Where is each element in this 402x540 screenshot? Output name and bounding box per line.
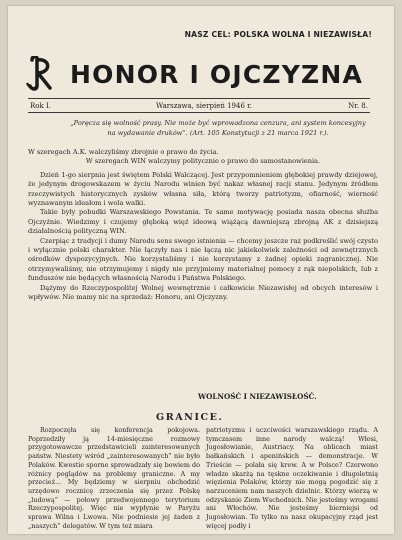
newspaper-page xyxy=(8,6,394,534)
year-label: Rok I. xyxy=(30,102,51,110)
intro-paragraph-6: Dążymy do Rzeczypospolitej Wolnej wewnętrznie i całkowicie Niezawisłej od obcych interesów i wpływów. Nie mamy nic na sprzedaż: Honoru, ani Ojczyzny. xyxy=(28,283,378,302)
intro-paragraph-3: Dzień 1-go sierpnia jest świętem Polski Walczącej. Jest przypomnieniem głębokiej prawdy dziejowej, że jedynym drogowskazem w życiu Narodu winien być nakaz własnej racji stanu. Jedynym źródłem rzeczywistych historycznych zysków własna siła, którą tworzy patriotyzm, ofiarność, wierność wyznawanym ideałom i wola walki. xyxy=(28,170,378,208)
motto: NASZ CEL: POLSKA WOLNA I NIEZAWISŁA! xyxy=(184,30,372,39)
constitution-quote: „Poręcza się wolność prasy. Nie może być wprowadzona cenzura, ani system koncesyjny na wydawanie druków”. (Art. 105 Konstytucji z 21 marca 1921 r.). xyxy=(70,119,366,137)
intro-paragraph-4: Takie były pobudki Warszawskiego Powstania. Te same motywację posiada nasza obecna służba Ojczyźnie. Wiedzimy i czujemy głęboką więź ideową wiążącą dawniejszą zbrojną AK z dzisiejszą działalnością polityczną WIN. xyxy=(28,208,378,236)
signature-motto: WOLNOŚĆ I NIEZAWISŁOŚĆ. xyxy=(198,392,317,401)
newspaper-title: HONOR I OJCZYZNA xyxy=(70,60,364,89)
intro-paragraph-5: Czerpiąc z tradycji i dumy Narodu sens swego istnienia — chcemy jeszcze raz podkreślić swój czysto i wyłącznie polski charakter. Nie łączyły nas i nie łączą nic jakiekolwiek zależności od zewnętrznych ośrodków dyspozycyjnych. Nie korzystaliśmy i nie korzystamy z żadnej opieki zagranicznej. Nie otrzymywaliśmy, nie otrzymujemy i nigdy nie przyjmiemy materialnej pomocy z rąk niepolskich, lub z funduszów nie będących własnością Narodu i Państwa Polskiego. xyxy=(28,236,378,283)
issue-number: Nr. 8. xyxy=(348,102,368,110)
intro-article xyxy=(28,148,378,303)
header-rule-bottom xyxy=(28,112,370,113)
column-right-text: patriotyzmu i uczciwości warszawskiego rządu. A tymczasem inne narody walczą! Włosi, Jugosłowianie, Austriacy. Na oblicach miast bałkańskich i apenińskich — demonstracje. W Trieście — polała się krew. A w Polsce? Czerwono władze skarżą na tęskne oczekiwanie i długoletnią więzienia Polaków, którzy nie mogą pogodzić się z narzuceniem nam naszych dzielnic. Którzy wierzą w odzyskanie Ziem Wschodnich. Nie jesteśmy wrogami ani Włochów. Nie jesteśmy bierniejsi od Jugosłowian. To tylko na nasz okupacyjny rząd jest więcej podły i xyxy=(206,426,378,530)
polska-walczaca-anchor-logo xyxy=(24,56,64,92)
intro-line-2: W szeregach WIN walczymy politycznie o prawo do samostanowienia. xyxy=(85,157,321,166)
column-left-text: Rozpoczęła się konferencja pokojowa. Poprzedziły ją 14-miesięczne rozmowy przygotowawcze przedstawicieli zainteresowanych państw. Niestety wśród „zainteresowanych” nie było Polaków. Kwestie sporne sprowadzały się bowiem do różnicy poglądów na problemy graniczne. A my przecież... My będziemy w sierpniu obchodzić urzędowo rocznicę zrzeczenia się przez Polskę „ludową” — połowy przedwojennego terytorium Rzeczypospolitej. Więc nie wypłynie w Paryżu sprawa Wilna i Lwowa. Nie podniesie jej żaden z „naszych” delegatów. W tym też miara xyxy=(28,426,200,530)
header-rule-top xyxy=(28,98,370,99)
intro-line-1: W szeregach A.K. walczyliśmy zbrojnie o prawo do życia. xyxy=(28,148,219,156)
column-left xyxy=(28,426,200,530)
column-right xyxy=(206,426,378,530)
section-title: GRANICE. xyxy=(156,412,224,423)
place-date: Warszawa, sierpień 1946 r. xyxy=(156,102,252,110)
